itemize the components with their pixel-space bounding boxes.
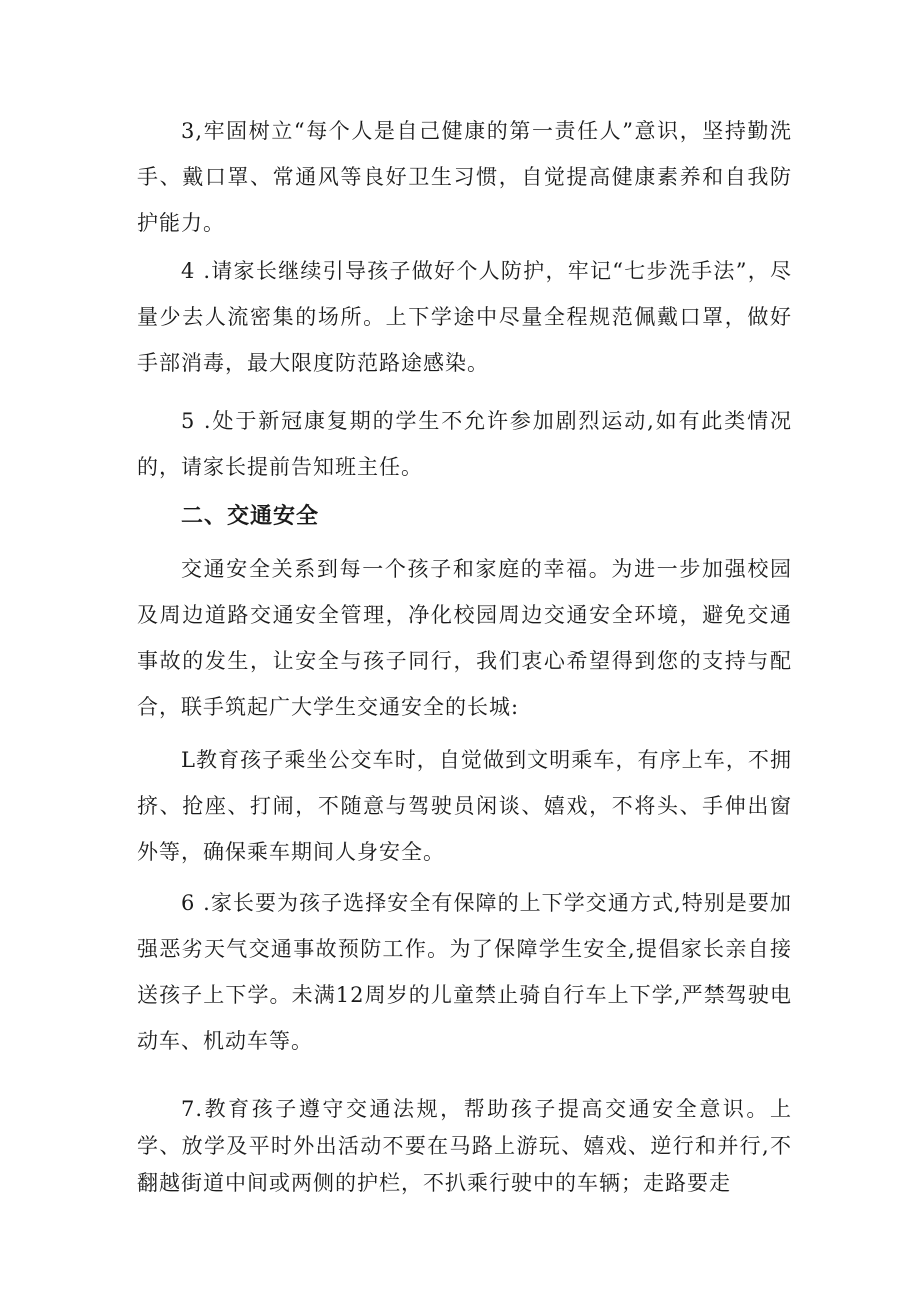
paragraph-traffic-intro: 交通安全关系到每一个孩子和家庭的幸福。为进一步加强校园及周边道路交通安全管理，净化校园周边交通安全环境，避免交通事故的发生，让安全与孩子同行，我们衷心希望得到您的支持与配合，联手筑起广大学生交通安全的长城: [137,557,792,719]
paragraph-traffic-item-7: 7.教育孩子遵守交通法规，帮助孩子提高交通安全意识。上学、放学及平时外出活动不要在马路上游玩、嬉戏、逆行和并行,不翻越街道中间或两侧的护栏，不扒乘行驶中的车辆；走路要走 [137,1097,792,1195]
paragraph-traffic-item-1: L教育孩子乘坐公交车时，自觉做到文明乘车，有序上车，不拥挤、抢座、打闹，不随意与驾驶员闲谈、嬉戏，不将头、手伸出窗外等，确保乘车期间人身安全。 [137,748,792,864]
paragraph-traffic-item-6: 6 .家长要为孩子选择安全有保障的上下学交通方式,特别是要加强恶劣天气交通事故预防工作。为了保障学生安全,提倡家长亲自接送孩子上下学。未满12周岁的儿童禁止骑自行车上下学,严禁驾驶电动车、机动车等。 [137,891,792,1053]
paragraph-item-3: 3,牢固树立“每个人是自己健康的第一责任人”意识，坚持勤洗手、戴口罩、常通风等良好卫生习惯，自觉提高健康素养和自我防护能力。 [137,119,792,235]
paragraph-item-4: 4 .请家长继续引导孩子做好个人防护，牢记“七步洗手法”，尽量少去人流密集的场所。上下学途中尽量全程规范佩戴口罩，做好手部消毒，最大限度防范路途感染。 [137,259,792,375]
paragraph-item-5: 5 .处于新冠康复期的学生不允许参加剧烈运动,如有此类情况的，请家长提前告知班主任。 [137,409,792,479]
section-heading: 二、交通安全 [181,504,320,529]
